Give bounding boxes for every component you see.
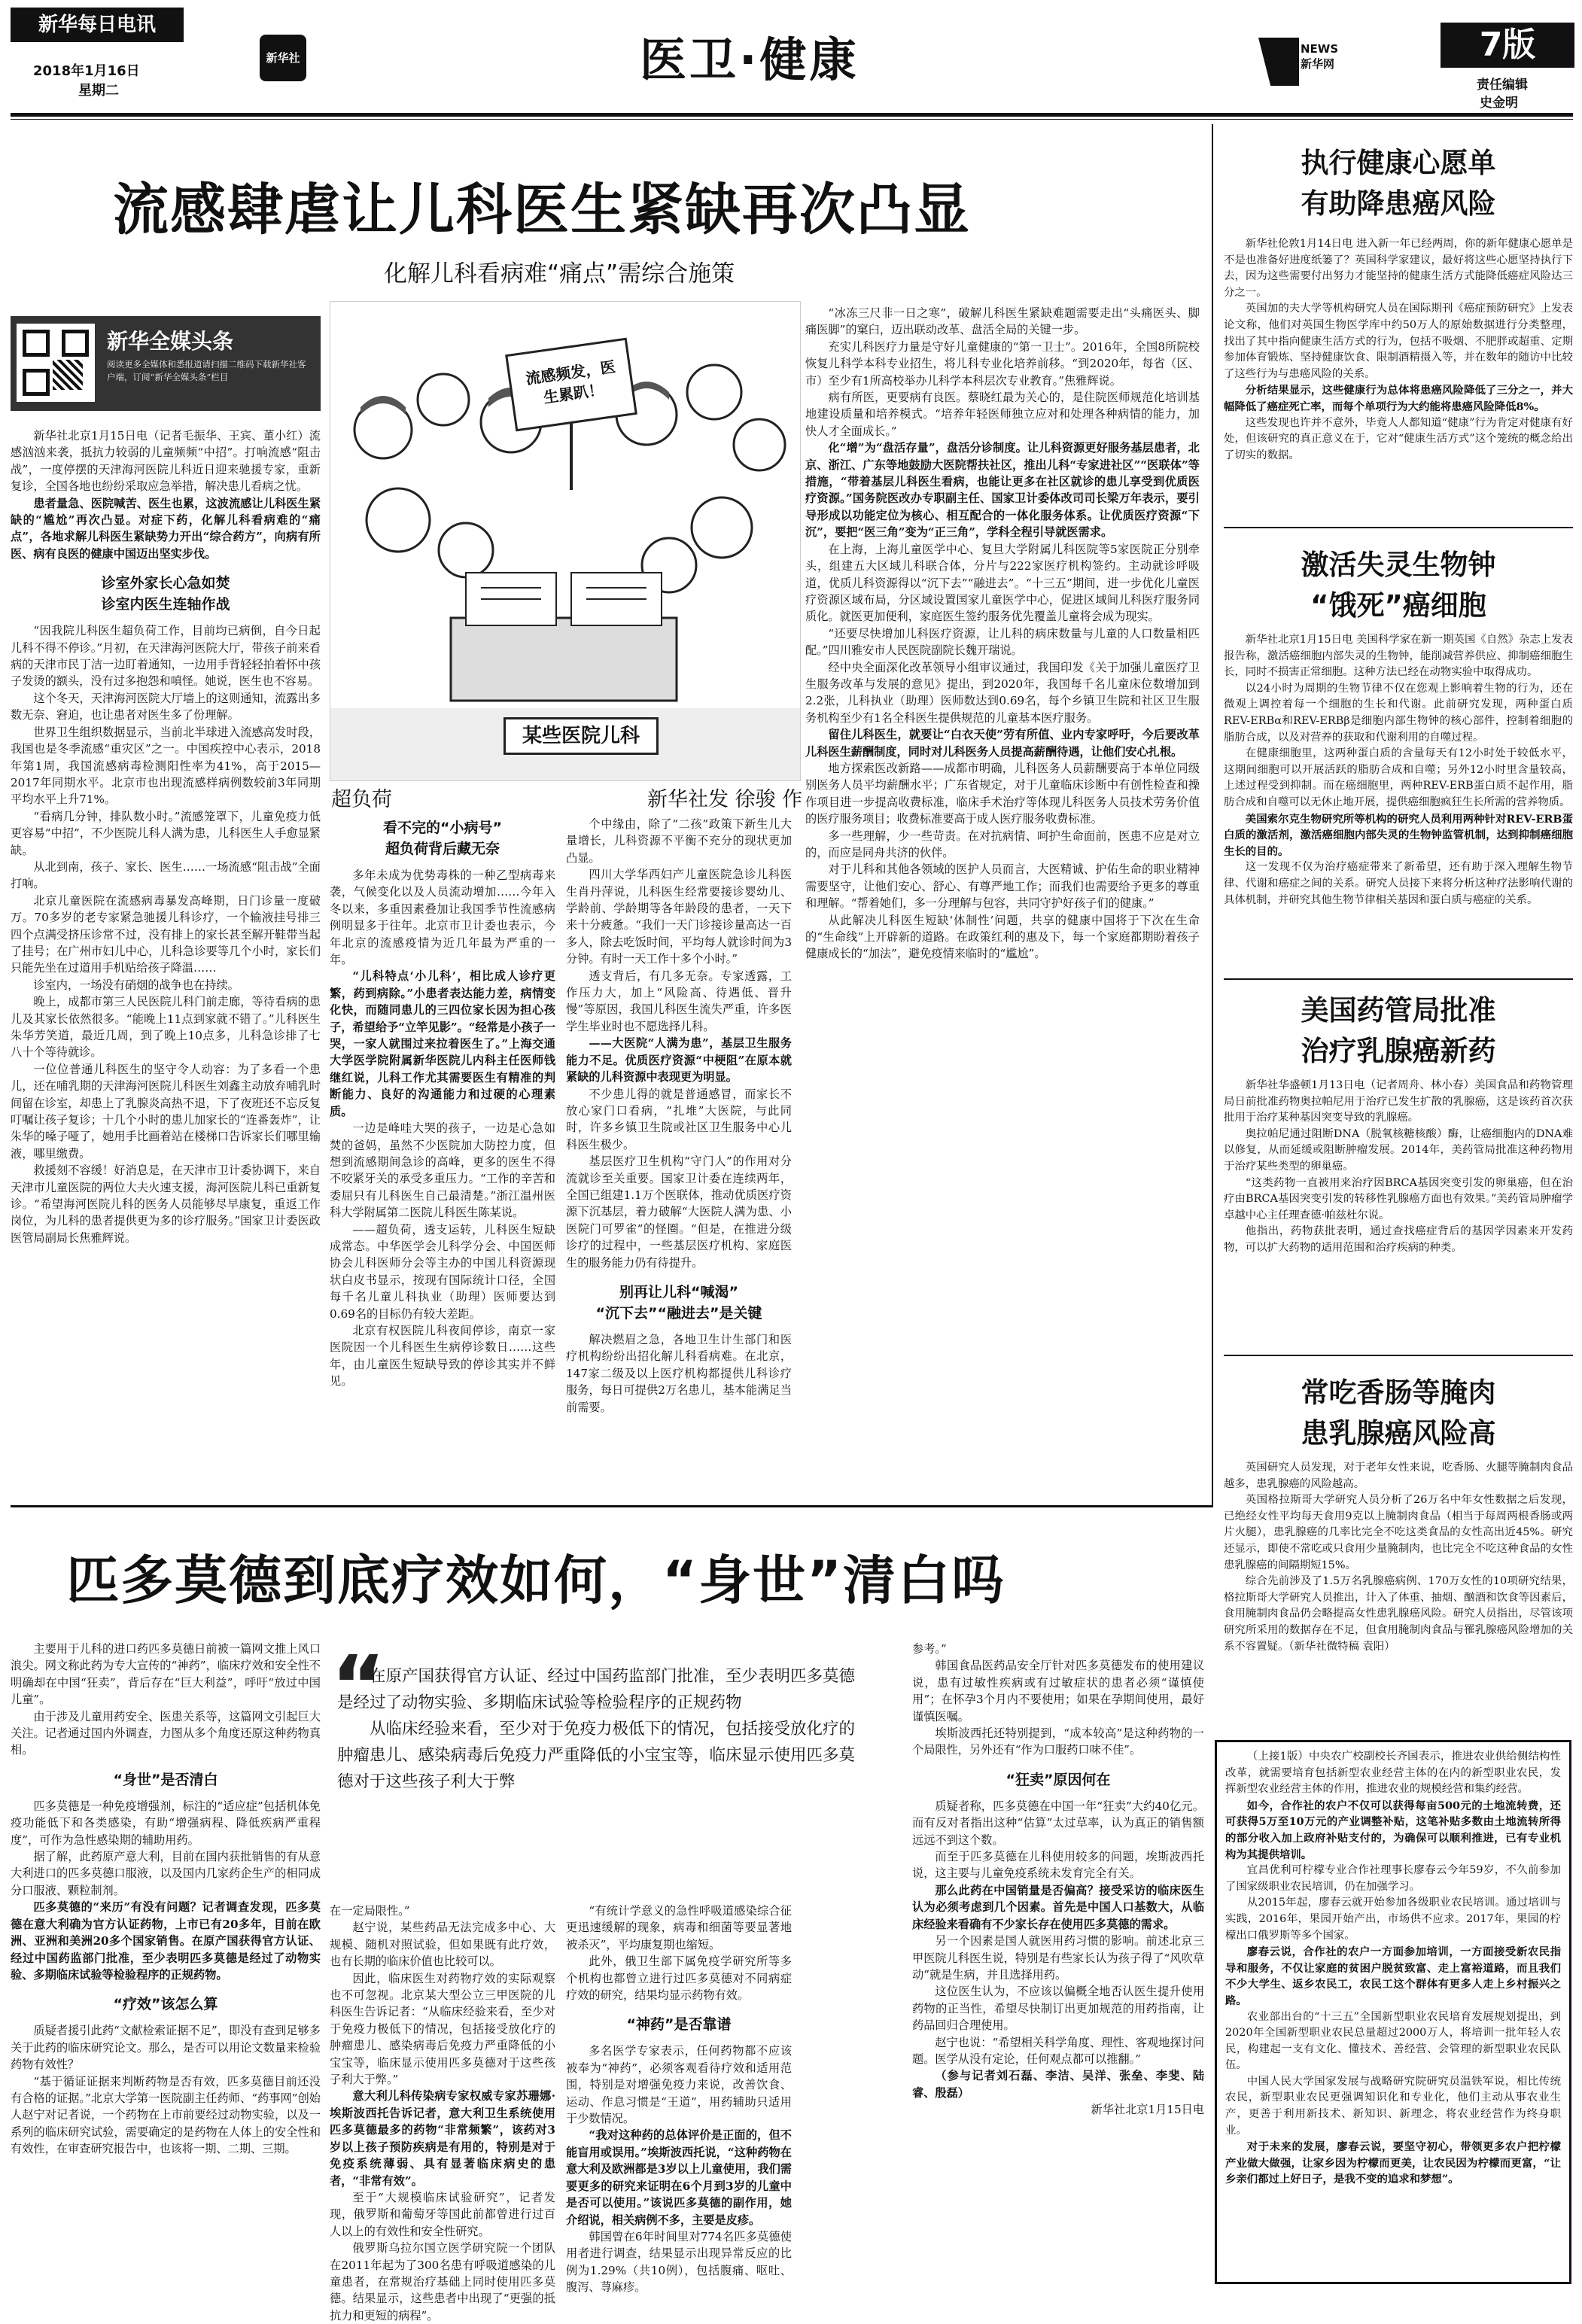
bottom-para: 另一个因素是国人就医用药习惯的影响。前述北京三甲医院儿科医生说，特别是有些家长认为孩子得了“风吹草动”就是生病，并且选择用药。 bbox=[912, 1934, 1204, 1982]
lead-para: 对于儿科和其他各领域的医护人员而言，大医精诚、护佑生命的职业精神需要坚守，让他们安心、舒心、有尊严地工作；而我们也需要给予更多的尊重和理解。“帮着她们，多一分理解与包容，共同守护好孩子们的健康。” bbox=[805, 862, 1200, 911]
right-article-3-body bbox=[1224, 1078, 1573, 1349]
right-article-4-title-a: 常吃香肠等腌肉 bbox=[1301, 1376, 1496, 1409]
pull-quote-b: 从临床经验来看，至少对于免疫力极低下的情况，包括接受放化疗的肿瘤患儿、感染病毒后免疫力严重降低的小宝宝等，临床显示使用匹多莫德对于这些孩子利大于弊 bbox=[337, 1720, 856, 1791]
bottom-para: 意大利儿科传染病专家权威专家苏珊娜·埃斯波西托告诉记者，意大利卫生系统使用匹多莫德最多的药物“非常频繁”，该药对3岁以上孩子预防疾病是有用的，特别是对于免疫系统薄弱、具有显著临床病史的患者，“非常有效”。 bbox=[330, 2089, 555, 2188]
section-title: 医卫·健康 bbox=[640, 32, 859, 87]
lead-para: 病有所医，更要病有良医。蔡晓红最为关心的，是住院医师规范化培训基地建设质量和培养模式。“培养年轻医师独立应对和处理各种病情的能力，加快人才全面成长。” bbox=[805, 391, 1200, 438]
pull-quote-a: 在原产国获得官方认证、经过中国药监部门批准，至少表明匹多莫德是经过了动物实验、多期临床试验等检验程序的正规药物 bbox=[337, 1667, 856, 1712]
lead-para: 诊室内，一场没有硝烟的战争也在持续。 bbox=[33, 978, 239, 992]
box-para: 农业部出台的“十三五”全国新型职业农民培育发展规划提出，到2020年全国新型职业农民总量超过2000万人，将培训一批年轻人农民，构建起一支有文化、懂技术、善经营、会管理的新型职业农民队伍。 bbox=[1225, 2010, 1561, 2072]
lead-headline: 流感肆虐让儿科医生紧缺再次凸显 bbox=[113, 178, 971, 242]
lead-para: 救援刻不容缓！好消息是，在天津市卫计委协调下，来自天津市儿童医院的两位大夫火速支援，海河医院儿科已重新复诊。“希望海河医院儿科的医务人员能够尽早康复，重返工作岗位，为儿科的患者提供更为多的诊疗服务。”国家卫计委医政医管局副局长焦雅辉说。 bbox=[11, 1164, 321, 1245]
bottom-para: 俄罗斯乌拉尔国立医学研究院一个团队在2011年起为了300名患有呼吸道感染的儿童患者，在常规治疗基础上同时使用匹多莫德。结果显示，这些患者中出现了“更强的抵抗力和更短的病程”。 bbox=[330, 2241, 555, 2322]
qr-code bbox=[17, 324, 95, 402]
bottom-para: 韩国食品医药品安全厅针对匹多莫德发布的使用建议说，患有过敏性疾病或有过敏症状的患者必须“谨慎使用”；在怀孕3个月内不要使用；如果在孕期间使用，最好谨慎医嘱。 bbox=[912, 1659, 1204, 1723]
column-divider bbox=[1212, 124, 1213, 1505]
bottom-para: 这位医生认为，不应该以偏概全地否认医生提升使用药物的正当性，希望尽快制订出更加规范的用药指南，让药品回归合理使用。 bbox=[912, 1985, 1204, 2033]
bottom-para: 埃斯波西托还特别提到，“成本较高”是这种药物的一个局限性，另外还有“作为口服药口味不佳”。 bbox=[912, 1726, 1204, 1757]
right-article-1-title-a: 执行健康心愿单 bbox=[1301, 147, 1496, 179]
lead-para: 解决燃眉之急，各地卫生计生部门和医疗机构纷纷出招化解儿科看病难。在北京，147家二级及以上医疗机构都提供儿科诊疗服务，每日可提供2万名患儿，基本能满足当前需要。 bbox=[566, 1332, 792, 1414]
bottom-para: 参考。” bbox=[912, 1642, 947, 1656]
promo-box bbox=[11, 316, 321, 411]
bottom-para: 而至于匹多莫德在儿科使用较多的问题，埃斯波西托说，这主要与儿童免疫系统未发育完全有关。 bbox=[912, 1850, 1204, 1881]
lead-para: 多年未成为优势毒株的一种乙型病毒来袭，气候变化以及人员流动增加……今年入冬以来，多重因素叠加让我国季节性流感病例明显多于往年。北京市卫计委也表示，今年北京的流感疫情为近几年最为严重的一年。 bbox=[330, 868, 555, 967]
lead-para: 透支背后，有几多无奈。专家透露，工作压力大，加上“风险高、待遇低、晋升慢”等原因，我国儿科医生流失严重，许多医学生毕业时也不愿选择儿科。 bbox=[566, 969, 792, 1033]
issue-date: 2018年1月16日 bbox=[33, 63, 140, 79]
right-article-4-body bbox=[1224, 1460, 1573, 1731]
box-para: （上接1版）中央农广校副校长齐国表示，推进农业供给侧结构性改革，就需要培育包括新型农业经营主体的在内的新型职业农民，发挥新型农业经营主体的作用，推进农业的规模经营和集约经营。 bbox=[1225, 1751, 1561, 1796]
lead-para: 从北到南，孩子、家长、医生……一场流感“阻击战”全面打响。 bbox=[11, 859, 321, 891]
bottom-para: 质疑者援引此药“文献检索证据不足”，即没有查到足够多关于此药的临床研究论文。那么，是否可以用论文数量来检验药物有效性？ bbox=[11, 2024, 321, 2072]
lead-column-1 bbox=[11, 427, 321, 1499]
page-number: 7版 bbox=[1441, 23, 1574, 68]
bottom-para: 在一定局限性。” bbox=[330, 1904, 410, 1918]
lead-subheading-2b: 超负荷背后藏无奈 bbox=[385, 841, 500, 857]
right-para: 美国索尔克生物研究所等机构的研究人员利用两种针对REV-ERB蛋白质的激活剂，激活癌细胞内部失灵的生物钟监管机制，达到抑制癌细胞生长的目的。 bbox=[1224, 812, 1573, 858]
right-para: 新华社北京1月15日电 美国科学家在新一期英国《自然》杂志上发表报告称，激活癌细胞内部失灵的生物钟，能削减营养供应、抑制癌细胞生长，同时不损害正常细胞。这种方法已经在动物实验中取得成功。 bbox=[1224, 634, 1573, 679]
editor-name: 史金明 bbox=[1480, 96, 1518, 111]
editor-label: 责任编辑 bbox=[1477, 78, 1528, 93]
lead-subheading-2a: 看不完的“小病号” bbox=[383, 820, 502, 836]
right-para: 分析结果显示，这些健康行为总体将患癌风险降低了三分之一，并大幅降低了癌症死亡率，而每个单项行为大约能将患癌风险降低8%。 bbox=[1224, 384, 1573, 413]
right-article-3-title bbox=[1224, 990, 1573, 1072]
lead-para: 这个冬天，天津海河医院大厅墙上的这则通知，流露出多数无奈、窘迫，也让患者对医生多了份理解。 bbox=[11, 691, 321, 722]
bottom-column-2 bbox=[330, 1903, 555, 2322]
right-article-2-title-a: 激活失灵生物钟 bbox=[1301, 549, 1496, 581]
bottom-para: 由于涉及儿童用药安全、医患关系等，这篇网文引起巨大关注。记者通过国内外调查，力图从多个角度还原这种药物真相。 bbox=[11, 1709, 321, 1757]
bottom-para: 赵宁也说：“希望相关科学角度、理性、客观地探讨问题。医学从没有定论，任何观点都可以推翻。” bbox=[912, 2035, 1204, 2066]
bottom-column-1 bbox=[11, 1641, 321, 2284]
lead-para: 一位位普通儿科医生的坚守令人动容：为了多看一个患儿，还在哺乳期的天津海河医院儿科医生刘鑫主动放弃哺乳时间留在诊室，却患上了乳腺炎高热不退，下了夜班还不忘反复叮嘱让孩子复诊；十几个小时的患儿加家长的“连番轰炸”，让朱华的嗓子哑了，她用手比画着站在楼梯口告诉家长们哪里输液，哪里缴费。 bbox=[11, 1062, 321, 1160]
right-para: 在健康细胞里，这两种蛋白质的含量每天有12小时处于较低水平，这期间细胞可以开展活跃的脂肪合成和自噬；另外12小时里含量较高，上述过程受到抑制。而在癌细胞里，两种REV-ERB蛋白质不起作用，脂肪合成和自噬可以无休止地开展，提供癌细胞疯狂生长所需的营养物质。 bbox=[1224, 747, 1573, 808]
bottom-subheading-4: “狂卖”原因何在 bbox=[1005, 1771, 1111, 1788]
box-para: 如今，合作社的农户不仅可以获得每亩500元的土地流转费，还可获得5万至10万元的产业调整补贴，这笔补贴多数由土地流转所得的部分收入加上政府补贴支付的，为确保可以顺利推进，已有专业机构为其提供培训。 bbox=[1225, 1799, 1561, 1861]
lead-subheading-1 bbox=[11, 573, 321, 615]
bottom-para: 匹多莫德是一种免疫增强剂，标注的“适应症”包括机体免疫功能低下和各类感染，有助“增强病程、降低疾病严重程度”，可作为急性感染期的辅助用药。 bbox=[11, 1799, 321, 1847]
lead-subheading-2 bbox=[330, 817, 555, 859]
box-para: 中国人民大学国家发展与战略研究院研究员温铁军说，相比传统农民，新型职业农民更强调知识化和专业化，他们主动从事农业生产，更善于利用新技术、新知识、新理念，将农业经营作为终身职业。 bbox=[1225, 2075, 1561, 2137]
bottom-column-3 bbox=[566, 1903, 792, 2295]
lead-para: 基层医疗卫生机构“守门人”的作用对分流就诊至关重要。国家卫计委在连续两年，全国已组建1.1万个医联体，推动优质医疗资源下沉基层，着力破解“大医院人满为患、小医院门可罗雀”的怪圈。“但是，在推进分级诊疗的过程中，一些基层医疗机构、家庭医生的服务能力仍有待提升。 bbox=[566, 1154, 792, 1270]
masthead-rule bbox=[11, 113, 1573, 117]
bottom-para: 至于“大规模临床试验研究”，记者发现，俄罗斯和葡萄牙等国此前都曾进行过百人以上的有效性和安全性研究。 bbox=[330, 2190, 555, 2238]
promo-text: 阅读更多全媒体和悉报道请扫描二维码下载新华社客户端，订阅“新华全媒头条”栏目 bbox=[107, 359, 306, 382]
lead-para: 地方探索医改新路——成都市明确，儿科医务人员薪酬要高于本单位同级别医务人员平均薪酬水平；广东省规定，对于儿童临床诊断中有创性检查和操作项目进一步提高收费标准，临床手术治疗等体现儿科医务人员技术劳务价值的医疗服务项目；收费标准要高于成人医疗服务收费标准。 bbox=[805, 761, 1200, 826]
bottom-para: “我对这种药的总体评价是正面的，但不能盲用或误用。”埃斯波西托说，“这种药物在意大利及欧洲都是3岁以上儿童使用，我们需要更多的研究来证明在6个月到3岁的儿童中是否可以使用。”该说匹多莫德的副作用，她介绍说，相关病例不多，主要是皮疹。 bbox=[566, 2128, 792, 2227]
lead-para: 晚上，成都市第三人民医院儿科门前走廊，等待看病的患儿及其家长依然很多。“能晚上11点到家就不错了。”儿科医生朱华芳笑道，最近几周，到了晚上10点多，儿科急诊排了七八十个等待就诊。 bbox=[11, 995, 321, 1060]
box-para: 从2015年起，廖春云就开始参加各级职业农民培训。通过培训与实践，2016年，果园开始产出，市场供不应求。2017年，果园的柠檬出口俄罗斯等多个国家。 bbox=[1225, 1897, 1562, 1942]
right-article-1-body bbox=[1224, 236, 1573, 521]
right-para: 这一发现不仅为治疗癌症带来了新希望，还有助于深入理解生物节律、代谢和癌症之间的关系。研究人员接下来将分析这种疗法影响代谢的具体机制，并研究其他生物节律相关基因和蛋白质与癌症的关系。 bbox=[1224, 861, 1573, 906]
lead-para: 北京儿童医院在流感病毒暴发高峰期，日门诊量一度破万。70多岁的老专家紧急驰援儿科诊疗，一个输液挂号排三四个点满受挤压诊常不过，没有排上的家长甚至解开鞋带当起了挂号；在广州市妇儿中心，儿科急诊要等几个小时，家长们只能先坐在过道用手机贴给孩子降温…… bbox=[11, 893, 321, 975]
cartoon-banner: 某些医院儿科 bbox=[504, 717, 659, 755]
news-logo bbox=[1258, 38, 1340, 86]
right-article-4-title bbox=[1224, 1373, 1573, 1454]
right-article-2-title-b: “饿死”癌细胞 bbox=[1310, 589, 1486, 622]
right-para: 英国加的夫大学等机构研究人员在国际期刊《癌症预防研究》上发表论文称，他们对英国生物医学库中约50万人的原始数据进行分类整理，找出了其中指向健康生活方式的行为，包括不吸烟、不肥胖或超重、定期参加体育锻炼、坚持健康饮食、限制酒精摄入等，并在数年的随访中比较了这些行为与患癌风险的关系。 bbox=[1224, 303, 1573, 380]
right-article-2-body bbox=[1224, 632, 1573, 972]
right-article-3-title-b: 治疗乳腺癌新药 bbox=[1301, 1035, 1496, 1067]
bottom-para: （参与记者刘石磊、李洁、吴洋、张垒、李斐、陆睿、殷磊） bbox=[912, 2069, 1204, 2100]
bottom-para: “有统计学意义的急性呼吸道感染综合征更迅速缓解的现象，病毒和细菌等要显著地被杀灭”，平均康复期也缩短。 bbox=[566, 1904, 792, 1951]
section-divider bbox=[11, 1505, 1213, 1507]
lead-para: “还要尽快增加儿科医疗资源，让儿科的病床数量与儿童的人口数量相匹配。”四川雅安市人民医院副院长魏开瑞说。 bbox=[805, 626, 1200, 658]
lead-para: 不少患儿得的就是普通感冒，而家长不放心家门口看病，“扎堆”大医院，与此同时，许多乡镇卫生院或社区卫生服务中心儿科医生极少。 bbox=[566, 1087, 792, 1151]
cartoon-caption-right: 新华社发 徐骏 作 bbox=[647, 788, 803, 811]
bottom-para: 那么此药在中国销量是否偏高？接受采访的临床医生认为必须考虑到几个因素。首先是中国人口基数大，从临床经验来看确有不少家长存在使用匹多莫德的需求。 bbox=[912, 1883, 1204, 1931]
cartoon-caption-left: 超负荷 bbox=[331, 788, 392, 811]
right-para: 以24小时为周期的生物节律不仅在您观上影响着生物的行为，还在微观上调控着每一个细胞的生长和代谢。此前研究发现，两种蛋白质REV-ERBα和REV-ERBβ是细胞内部生物钟的核心部件，控制着细胞的脂肪合成，以及对营养的获取和代谢利用的自噬过程。 bbox=[1224, 682, 1573, 744]
paper-name: 新华每日电讯 bbox=[11, 8, 184, 42]
lead-subhead: 化解儿科看病难“痛点”需综合施策 bbox=[384, 260, 735, 287]
right-article-1-title-b: 有助降患癌风险 bbox=[1301, 187, 1496, 220]
right-para: 英国研究人员发现，对于老年女性来说，吃香肠、火腿等腌制肉食品越多，患乳腺癌的风险越高。 bbox=[1224, 1462, 1573, 1490]
lead-para: 化“增”为“盘活存量”，盘活分诊制度。让儿科资源更好服务基层患者，北京、浙江、广东等地鼓励大医院帮扶社区，推出儿科“专家进社区”“医联体”等措施，“带着基层儿科医生看病，也能让更多在社区就诊的患儿享受到优质医疗资源。”国务院医改办专职副主任、国家卫计委体改司司长梁万年表示，要引导形成以功能定位为核心、相互配合的一体化服务体系。让优质医疗资源“下沉”，要把“医三角”变为“正三角”，学科全程引导就医需求。 bbox=[805, 441, 1200, 540]
news-logo-text: NEWS 新华网 bbox=[1301, 42, 1339, 71]
bottom-para: “基于循证证据来判断药物是否有效，匹多莫德目前还没有合格的证据。”北京大学第一医院副主任药师、“药事网”创始人赵宁对记者说，一个药物在上市前要经过动物实验，以及一系列的临床研究试验，需要确定的是药物在人体上的安全性和有效性，在审查研究报告中，也该将一期、二期、三期。 bbox=[11, 2074, 321, 2156]
pull-quote bbox=[337, 1663, 864, 1795]
lead-para: 留住儿科医生，就要让“白衣天使”劳有所值、业内专家呼吁，今后要改革儿科医生薪酬制度，同时对儿科医务人员提高薪酬待遇，让他们安心扎根。 bbox=[805, 728, 1200, 759]
right-para: 奥拉帕尼通过阻断DNA（脱氧核糖核酸）酶，让癌细胞内的DNA难以修复，从而延缓或阻断肿瘤发展。2014年，美药管局批准这种药物用于治疗某些类型的卵巢癌。 bbox=[1224, 1127, 1573, 1173]
right-article-3-title-a: 美国药管局批准 bbox=[1301, 994, 1496, 1027]
lead-column-2 bbox=[330, 816, 555, 1499]
quote-mark-icon: “ bbox=[331, 1638, 386, 1734]
lead-subheading-1a: 诊室外家长心急如焚 bbox=[101, 575, 230, 592]
lead-para: ——大医院“人满为患”，基层卫生服务能力不足。优质医疗资源“中梗阻”在原本就紧缺的儿科资源中表现更为明显。 bbox=[566, 1036, 792, 1084]
xinhua-logo: 新华社 bbox=[260, 35, 306, 81]
bottom-para: 因此，临床医生对药物疗效的实际观察也不可忽视。北京某大型公立三甲医院的儿科医生告诉记者：“从临床经验来看，至少对于免疫力极低下的情况，包括接受放化疗的肿瘤患儿、感染病毒后免疫力严重降低的小宝宝等，临床显示使用匹多莫德对于这些孩子利大于弊。” bbox=[330, 1971, 555, 2087]
bottom-subheading-3: “神药”是否靠谱 bbox=[626, 2016, 732, 2034]
bottom-para: 质疑者称，匹多莫德在中国一年“狂卖”大约40亿元。而有反对者指出这种“估算”太过草率，认为真正的销售额远远不到这个数。 bbox=[912, 1799, 1204, 1847]
lead-subheading-3b: “沉下去”“融进去”是关键 bbox=[595, 1304, 762, 1322]
bottom-dateline: 新华社北京1月15日电 bbox=[1091, 2103, 1204, 2117]
lead-para: “看病几分钟，排队数小时。”流感笼罩下，儿童免疫力低更容易“中招”，不少医院儿科人满为患，儿科医生人手愈显紧缺。 bbox=[11, 809, 321, 857]
lead-para: “儿科特点‘小儿科’，相比成人诊疗更繁，药到病除。”小患者表达能力差，病情变化快，而随同患儿的三四位家长因为担心孩子，希望给予“立竿见影”。“经常是小孩子一哭，一家人就围过来拉着医生了。”上海交通大学医学院附属新华医院儿内科主任医师钱继红说，儿科工作尤其需要医生有精准的判断能力、良好的沟通能力和过硬的心理素质。 bbox=[330, 969, 555, 1118]
cartoon-illustration bbox=[330, 301, 801, 781]
bottom-para: 匹多莫德的“来历”有没有问题？记者调查发现，匹多莫德在意大利确为官方认证药物，上市已有20多年，目前在欧洲、亚洲和美洲20多个国家销售。在原产国获得官方认证、经过中国药监部门批准，至少表明匹多莫德是经过了动物实验、多期临床试验等检验程序的正规药物。 bbox=[11, 1900, 321, 1982]
box-para: 廖春云说，合作社的农户一方面参加培训，一方面接受新农民指导和服务，不仅让家庭的贫困户脱贫致富、走上富裕道路，而且我们不少大学生、返乡农民工，农民工这个群体有更多人走上乡村振兴之路。 bbox=[1225, 1945, 1561, 2007]
lead-column-3 bbox=[566, 816, 792, 1499]
lead-para: 充实儿科医疗力量是守好儿童健康的“第一卫士”。2016年，全国8所院校恢复儿科学本科专业招生，将儿科专业化培养前移。“到2020年，每省（区、市）至少有1所高校举办儿科学本科层次专业教育。”焦雅辉说。 bbox=[805, 339, 1200, 388]
issue-weekday: 星期二 bbox=[78, 83, 119, 99]
lead-para: 一边是峰哇大哭的孩子，一边是心急如焚的爸妈，虽然不少医院加大防控力度，但想到流感期间急诊的高峰，更多的医生不得不咬紧牙关的承受多重压力。“工作的辛苦和委屈只有儿科医生自己最清楚。”浙江温州医科大学附属第二医院儿科医生陈某说。 bbox=[330, 1121, 555, 1220]
lead-para: 从此解决儿科医生短缺‘体制性’问题，共享的健康中国将于下次在生命的“生命线”上开辟新的道路。在政策红利的惠及下，每一个家庭都期盼着孩子健康成长的“加法”，避免疫情来临时的“尴尬”。 bbox=[805, 913, 1200, 961]
bottom-subheading-2: “疗效”该怎么算 bbox=[113, 1996, 218, 2013]
right-article-4-title-b: 患乳腺癌风险高 bbox=[1301, 1417, 1496, 1449]
right-para: 新华社伦敦1月14日电 进入新一年已经两周，你的新年健康心愿单是不是也准备好进度纸篓了？英国科学家建议，最好将这些心愿坚持执行下去，因为这些需要付出努力才能坚持的健康生活方式能降低癌症风险达三分之一。 bbox=[1224, 238, 1573, 299]
lead-para: “冰冻三尺非一日之寒”，破解儿科医生紧缺难题需要走出“头痛医头、脚痛医脚”的窠臼，迈出联动改革、盘活全局的关键一步。 bbox=[805, 306, 1200, 337]
right-para: “这类药物一直被用来治疗因BRCA基因突变引发的卵巢癌，但在治疗由BRCA基因突变引发的转移性乳腺癌方面也有效果。”美药管局肿瘤学卓越中心主任理查德·帕兹杜尔说。 bbox=[1224, 1176, 1573, 1221]
bottom-column-4 bbox=[912, 1641, 1204, 2284]
lead-para: ——超负荷，透支运转，儿科医生短缺成常态。中华医学会儿科学分会、中国医师协会儿科医师分会等主办的中国儿科资源现状白皮书显示，按现有国际统计口径，全国每千名儿童儿科执业（助理）医师要达到0.69名的目标仍有较大差距。 bbox=[330, 1222, 555, 1321]
right-article-1-title bbox=[1224, 143, 1573, 224]
lead-para: 北京有权医院儿科夜间停诊，南京一家医院因一个儿科医生生病停诊数日……这些年，由儿童医生短缺导致的停诊其实并不鲜见。 bbox=[330, 1323, 555, 1389]
bottom-para: 主要用于儿科的进口药匹多莫德日前被一篇网文推上风口浪尖。网文称此药为专大宣传的“神药”，临床疗效和安全性不明确却在中国“狂卖”，背后存在“巨大利益”，呼吁“放过中国儿童”。 bbox=[11, 1642, 321, 1707]
bottom-para: 此外，俄卫生部下属免疫学研究所等多个机构也都曾立进行过匹多莫德对不同病症疗效的研究，结果均显示药物有效。 bbox=[566, 1954, 792, 2003]
lead-para: 个中缘由，除了“二孩”政策下新生儿大量增长，儿科资源不平衡不充分的现状更加凸显。 bbox=[566, 817, 792, 865]
right-article-2-title bbox=[1224, 545, 1573, 626]
right-para: 他指出，药物获批表明，通过查找癌症背后的基因学因素来开发药物，可以扩大药物的适用范围和治疗疾病的种类。 bbox=[1224, 1225, 1573, 1254]
right-para: 这些发现也许并不意外，毕竟人人都知道“健康”行为肯定对健康有好处，但该研究的真正意义在于，它对“健康生活方式”这个笼统的概念给出了切实的数据。 bbox=[1224, 416, 1573, 461]
lead-column-4 bbox=[805, 305, 1200, 1499]
lead-subheading-1b: 诊室内医生连轴作战 bbox=[101, 596, 230, 613]
bottom-para: 据了解，此药原产意大利，目前在国内获批销售的有从意大利进口的匹多莫德口服液，以及国内几家药企生产的相同成分口服液、颗粒制剂。 bbox=[11, 1850, 321, 1897]
cartoon-sign: 流感频发，医生累趴！ bbox=[524, 357, 617, 407]
promo-title: 新华全媒头条 bbox=[107, 329, 234, 354]
lead-para: “因我院儿科医生超负荷工作，目前均已病倒，自今日起儿科不得不停诊。”月初，在天津海河医院大厅，带孩子前来看病的天津市民丁洁一边盯着通知，一边用手背轻轻拍着怀中孩子发烫的额头，没有过多抱怨和嗔怪。她说，医生也不容易。 bbox=[11, 624, 321, 689]
box-para: 宜昌优利可柠檬专业合作社理事长廖春云今年59岁，不久前参加了国家级职业农民培训，仍在加强学习。 bbox=[1225, 1864, 1561, 1893]
box-para: 对于未来的发展，廖春云说，要坚守初心，带领更多农户把柠檬产业做大做强，让家乡因为柠檬而更美，让农民因为柠檬而更富，“让乡亲们都过上好日子，是我不变的追求和梦想”。 bbox=[1225, 2140, 1561, 2186]
bottom-subheading-1: “身世”是否清白 bbox=[113, 1771, 218, 1788]
bottom-para: 多名医学专家表示，任何药物都不应该被奉为“神药”，必须客观看待疗效和适用范围，特别是对增强免疫力来说，改善饮食、运动、作息习惯是“王道”，用药辅助只适用于少数情况。 bbox=[566, 2044, 792, 2126]
bottom-para: 赵宁说，某些药品无法完成多中心、大规模、随机对照试验，但如果既有此疗效，也有长期的临床价值也比较可以。 bbox=[330, 1921, 555, 1969]
lead-para: 世界卫生组织数据显示，当前北半球进入流感高发时段，我国也是冬季流感“重灾区”之一。中国疾控中心表示，2018年第1周，我国流感病毒检测阳性率为41%，高于2015—2017年同期水平。北京市也出现流感样病例数较前3年同期平均水平上升71%。 bbox=[11, 725, 321, 807]
lead-subheading-3a: 别再让儿科“喊渴” bbox=[619, 1283, 738, 1300]
right-para: 新华社华盛顿1月13日电（记者周舟、林小春）美国食品和药物管理局日前批准药物奥拉帕尼用于治疗已发生扩散的乳腺癌，这是该药首次获批用于治疗某种基因突变导致的乳腺癌。 bbox=[1224, 1079, 1573, 1124]
continuation-box-body bbox=[1225, 1749, 1561, 2276]
lead-para: 患者量急、医院喊苦、医生也累，这波流感让儿科医生紧缺的“尴尬”再次凸显。对症下药，化解儿科看病难的“痛点”，各地求解儿科医生紧缺势力开出“综合药方”，向病有所医、病有良医的健康中国迈出坚实步伐。 bbox=[11, 496, 321, 561]
lead-para: 在上海，上海儿童医学中心、复旦大学附属儿科医院等5家医院正分别牵头，组建五大区域儿科联合体，分片与222家医疗机构签约。主动就诊呼吸道，优质儿科资源得以“沉下去”“融进去”。“十三五”期间，进一步优化儿童医疗资源区域布局，分区域设置国家儿童医学中心，促进区域间儿科医疗服务同质化。就医更加便利，家庭医生签约服务优先覆盖儿童将会成为现实。 bbox=[805, 542, 1200, 624]
bottom-para: 韩国曾在6年时间里对774名匹多莫德使用者进行调查，结果显示出现异常反应的比例为1.29%（共10例），包括腹痛、呕吐、腹泻、荨麻疹。 bbox=[566, 2229, 792, 2295]
right-para: 综合先前涉及了1.5万名乳腺癌病例、170万女性的10项研究结果，格拉斯哥大学研究人员推出，计入了体重、抽烟、酗酒和饮食等因素后，食用腌制肉食品仍会略提高女性患乳腺癌风险。研究人员指出，尽管该项研究所采用的数据存在不足，但食用腌制肉食品与罹乳腺癌风险增加的关系不容置疑。（新华社微特稿 袁阳） bbox=[1224, 1575, 1573, 1653]
lead-subheading-3 bbox=[566, 1282, 792, 1324]
lead-para: 新华社北京1月15日电（记者毛振华、王宾、董小红）流感汹汹来袭，抵抗力较弱的儿童频频“中招”。打响流感“阻击战”，一度停摆的天津海河医院儿科近日迎来驰援专家，重新复诊，全国各地也纷纷采取应急举措，解决患儿看病之忧。 bbox=[11, 429, 321, 494]
lead-para: 经中央全面深化改革领导小组审议通过，我国印发《关于加强儿童医疗卫生服务改革与发展的意见》提出，到2020年，我国每千名儿童床位数增加到2.2张，儿科执业（助理）医师数达到0.69名，每个乡镇卫生院和社区卫生服务机构至少有1名全科医生提供规范的儿童基本医疗服务。 bbox=[805, 660, 1200, 725]
lead-para: 四川大学华西妇产儿童医院急诊儿科医生肖丹萍说，儿科医生经常要接诊婴幼儿、学龄前、学龄期等各年龄段的患者，一天下来十分疲惫。“我们一天门诊接诊量高达一百多人，除去吃饭时间，平均每人就诊时间为3分钟。有时一天工作十多个小时。” bbox=[566, 868, 792, 966]
lead-para: 多一些理解，少一些苛责。在对抗病情、呵护生命面前，医患不应是对立的，而应是同舟共济的伙伴。 bbox=[805, 829, 1200, 859]
bottom-headline: 匹多莫德到底疗效如何，“身世”清白吗 bbox=[66, 1550, 1006, 1611]
right-para: 英国格拉斯哥大学研究人员分析了26万名中年女性数据之后发现，已绝经女性平均每天食用9克以上腌制肉食品（相当于每周两根香肠或两片火腿），患乳腺癌的几率比完全不吃这类食品的女性高出近45%。研究还显示，即使不常吃或只食用少量腌制肉，也比完全不吃这种食品的女性患乳腺癌的间隔期短15%。 bbox=[1224, 1494, 1573, 1571]
